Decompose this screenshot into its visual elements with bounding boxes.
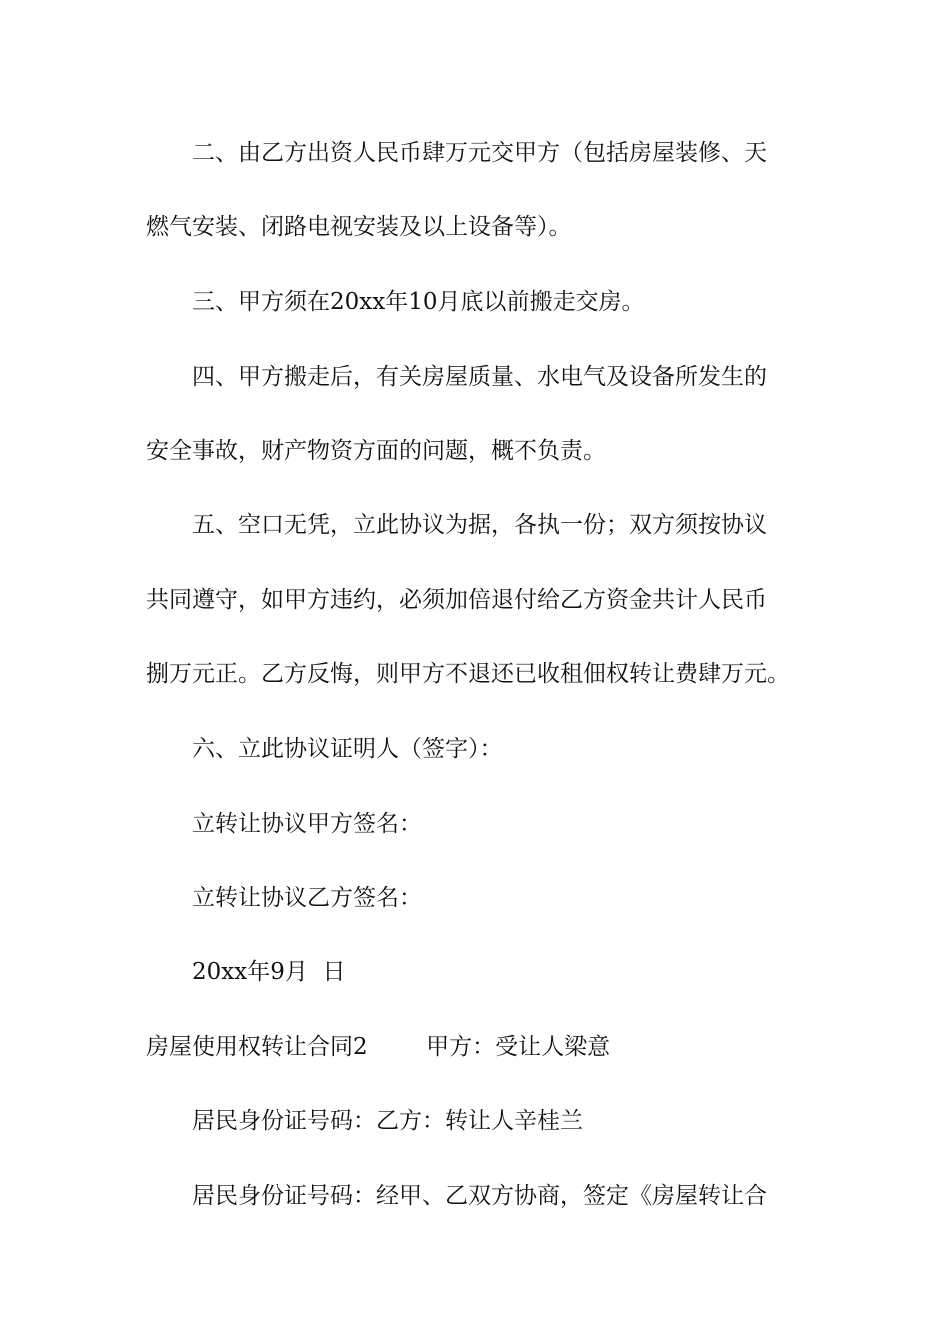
paragraph-4-line-2: 安全事故，财产物资方面的问题，概不负责。	[146, 438, 606, 464]
id-number-line-2: 居民身份证号码：经甲、乙双方协商，签定《房屋转让合	[192, 1183, 767, 1209]
paragraph-2-line-1: 二、由乙方出资人民币肆万元交甲方（包括房屋装修、天	[192, 140, 767, 166]
contract-2-heading-line: 房屋使用权转让合同2 甲方：受让人梁意	[146, 1034, 611, 1060]
paragraph-3-line-1: 三、甲方须在20xx年10月底以前搬走交房。	[192, 289, 645, 315]
paragraph-6-line-1: 六、立此协议证明人（签字）：	[192, 736, 503, 762]
date-line: 20xx年9月 日	[192, 959, 346, 985]
party-a-signature-line: 立转让协议甲方签名：	[192, 811, 422, 837]
paragraph-4-line-1: 四、甲方搬走后，有关房屋质量、水电气及设备所发生的	[192, 364, 767, 390]
paragraph-5-line-3: 捌万元正。乙方反悔，则甲方不退还已收租佃权转让费肆万元。	[146, 661, 790, 687]
paragraph-5-line-2: 共同遵守，如甲方违约，必须加倍退付给乙方资金共计人民币	[146, 587, 767, 613]
paragraph-2-line-2: 燃气安装、闭路电视安装及以上设备等）。	[146, 214, 572, 240]
paragraph-5-line-1: 五、空口无凭，立此协议为据，各执一份；双方须按协议	[192, 512, 767, 538]
id-number-line-1: 居民身份证号码：乙方：转让人辛桂兰	[192, 1108, 583, 1134]
party-b-signature-line: 立转让协议乙方签名：	[192, 885, 422, 911]
